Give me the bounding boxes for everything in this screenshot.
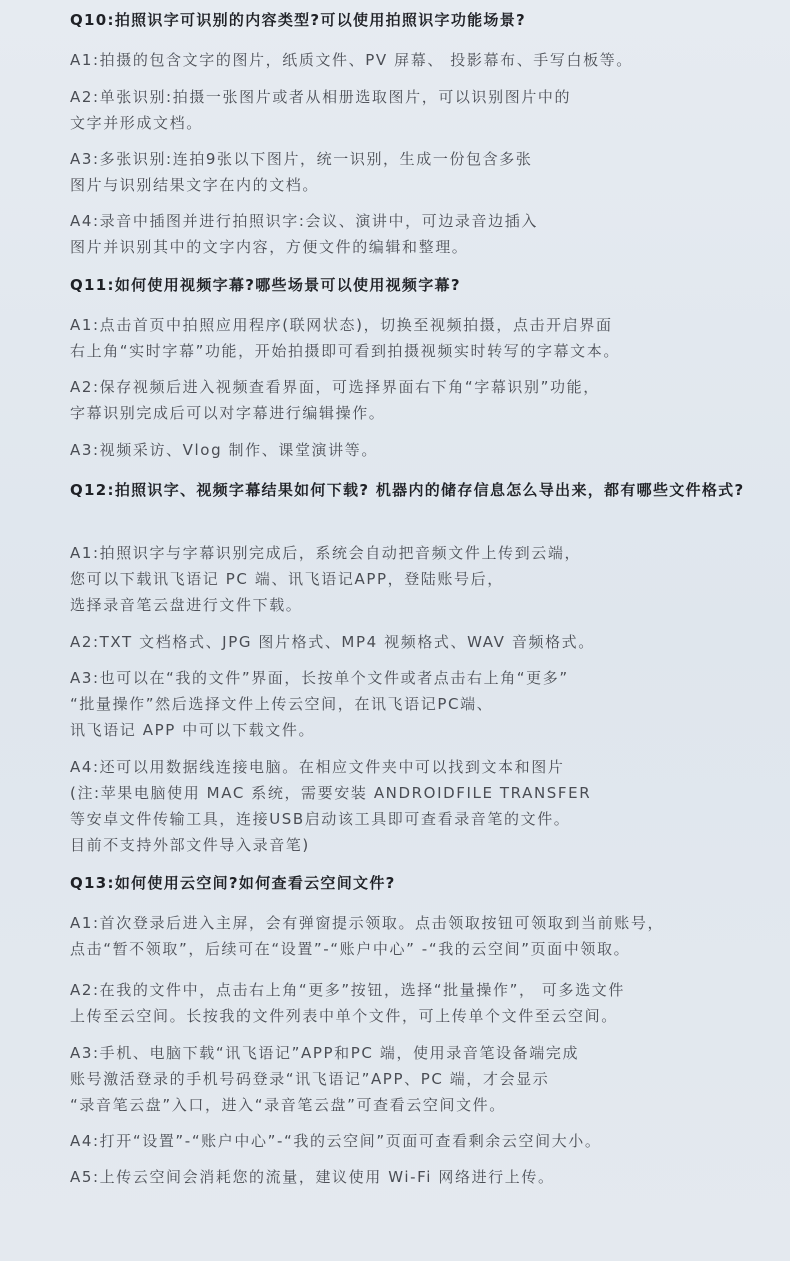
faq-answer xyxy=(70,629,595,655)
answer-line: 您可以下载讯飞语记 PC 端、讯飞语记APP，登陆账号后， xyxy=(70,570,504,588)
faq-question-q12 xyxy=(70,477,744,503)
faq-question-q13 xyxy=(70,870,396,896)
answer-line: A2:TXT 文档格式、JPG 图片格式、MP4 视频格式、WAV 音频格式。 xyxy=(70,633,595,651)
answer-line: 目前不支持外部文件导入录音笔) xyxy=(70,836,310,854)
answer-line: A4:还可以用数据线连接电脑。在相应文件夹中可以找到文本和图片 xyxy=(70,758,565,776)
faq-answer xyxy=(70,540,581,618)
answer-line: 选择录音笔云盘进行文件下载。 xyxy=(70,596,303,614)
faq-answer xyxy=(70,1128,602,1154)
question-line: 机器内的储存信息怎么导出来，都有哪些文件格式? xyxy=(375,481,745,499)
faq-answer xyxy=(70,374,600,426)
answer-line: 账号激活登录的手机号码登录“讯飞语记”APP、PC 端，才会显示 xyxy=(70,1070,550,1088)
faq-answer xyxy=(70,146,532,198)
faq-answer xyxy=(70,84,571,136)
answer-line: 右上角“实时字幕”功能，开始拍摄即可看到拍摄视频实时转写的字幕文本。 xyxy=(70,342,620,360)
answer-line: “录音笔云盘”入口，进入“录音笔云盘”可查看云空间文件。 xyxy=(70,1096,506,1114)
answer-line: A3:也可以在“我的文件”界面，长按单个文件或者点击右上角“更多” xyxy=(70,669,569,687)
answer-line: (注:苹果电脑使用 MAC 系统，需要安装 ANDROIDFILE TRANSFER xyxy=(70,784,592,802)
faq-answer xyxy=(70,977,625,1029)
answer-line: 讯飞语记 APP 中可以下载文件。 xyxy=(70,721,316,739)
answer-line: A4:打开“设置”-“账户中心”-“我的云空间”页面可查看剩余云空间大小。 xyxy=(70,1132,602,1150)
answer-line: “批量操作”然后选择文件上传云空间，在讯飞语记PC端、 xyxy=(70,695,494,713)
faq-answer xyxy=(70,1040,579,1118)
faq-answer xyxy=(70,437,378,463)
answer-line: A1:拍照识字与字幕识别完成后，系统会自动把音频文件上传到云端， xyxy=(70,544,582,562)
answer-line: A4:录音中插图并进行拍照识字:会议、演讲中，可边录音边插入 xyxy=(70,212,538,230)
question-line: Q10:拍照识字可识别的内容类型?可以使用拍照识字功能场景? xyxy=(70,11,527,29)
faq-answer xyxy=(70,665,569,743)
answer-line: A2:在我的文件中，点击右上角“更多”按钮，选择“批量操作”， 可多选文件 xyxy=(70,981,625,999)
question-line: Q12:拍照识字、视频字幕结果如何下载? xyxy=(70,481,370,499)
faq-answer xyxy=(70,312,620,364)
answer-line: 文字并形成文档。 xyxy=(70,114,203,132)
faq-answer xyxy=(70,1164,555,1190)
question-line: Q13:如何使用云空间?如何查看云空间文件? xyxy=(70,874,396,892)
question-line: Q11:如何使用视频字幕?哪些场景可以使用视频字幕? xyxy=(70,276,461,294)
answer-line: 图片与识别结果文字在内的文档。 xyxy=(70,176,320,194)
answer-line: A3:视频采访、Vlog 制作、课堂演讲等。 xyxy=(70,441,378,459)
answer-line: A1:点击首页中拍照应用程序(联网状态)，切换至视频拍摄，点击开启界面 xyxy=(70,316,613,334)
answer-line: A1:拍摄的包含文字的图片，纸质文件、PV 屏幕、 投影幕布、手写白板等。 xyxy=(70,51,633,69)
faq-question-q11 xyxy=(70,272,461,298)
answer-line: 字幕识别完成后可以对字幕进行编辑操作。 xyxy=(70,404,386,422)
faq-answer xyxy=(70,754,591,858)
answer-line: A5:上传云空间会消耗您的流量，建议使用 Wi-Fi 网络进行上传。 xyxy=(70,1168,555,1186)
answer-line: A3:多张识别:连拍9张以下图片，统一识别，生成一份包含多张 xyxy=(70,150,533,168)
answer-line: A1:首次登录后进入主屏，会有弹窗提示领取。点击领取按钮可领取到当前账号， xyxy=(70,914,665,932)
answer-line: 上传至云空间。长按我的文件列表中单个文件，可上传单个文件至云空间。 xyxy=(70,1007,618,1025)
faq-answer xyxy=(70,47,633,73)
answer-line: A2:单张识别:拍摄一张图片或者从相册选取图片，可以识别图片中的 xyxy=(70,88,572,106)
answer-line: 点击“暂不领取”，后续可在“设置”-“账户中心” -“我的云空间”页面中领取。 xyxy=(70,940,631,958)
answer-line: 等安卓文件传输工具，连接USB启动该工具即可查看录音笔的文件。 xyxy=(70,810,571,828)
faq-answer xyxy=(70,208,538,260)
faq-answer xyxy=(70,910,664,962)
faq-question-q10 xyxy=(70,7,526,33)
answer-line: 图片并识别其中的文字内容，方便文件的编辑和整理。 xyxy=(70,238,469,256)
answer-line: A2:保存视频后进入视频查看界面，可选择界面右下角“字幕识别”功能， xyxy=(70,378,600,396)
answer-line: A3:手机、电脑下载“讯飞语记”APP和PC 端，使用录音笔设备端完成 xyxy=(70,1044,580,1062)
